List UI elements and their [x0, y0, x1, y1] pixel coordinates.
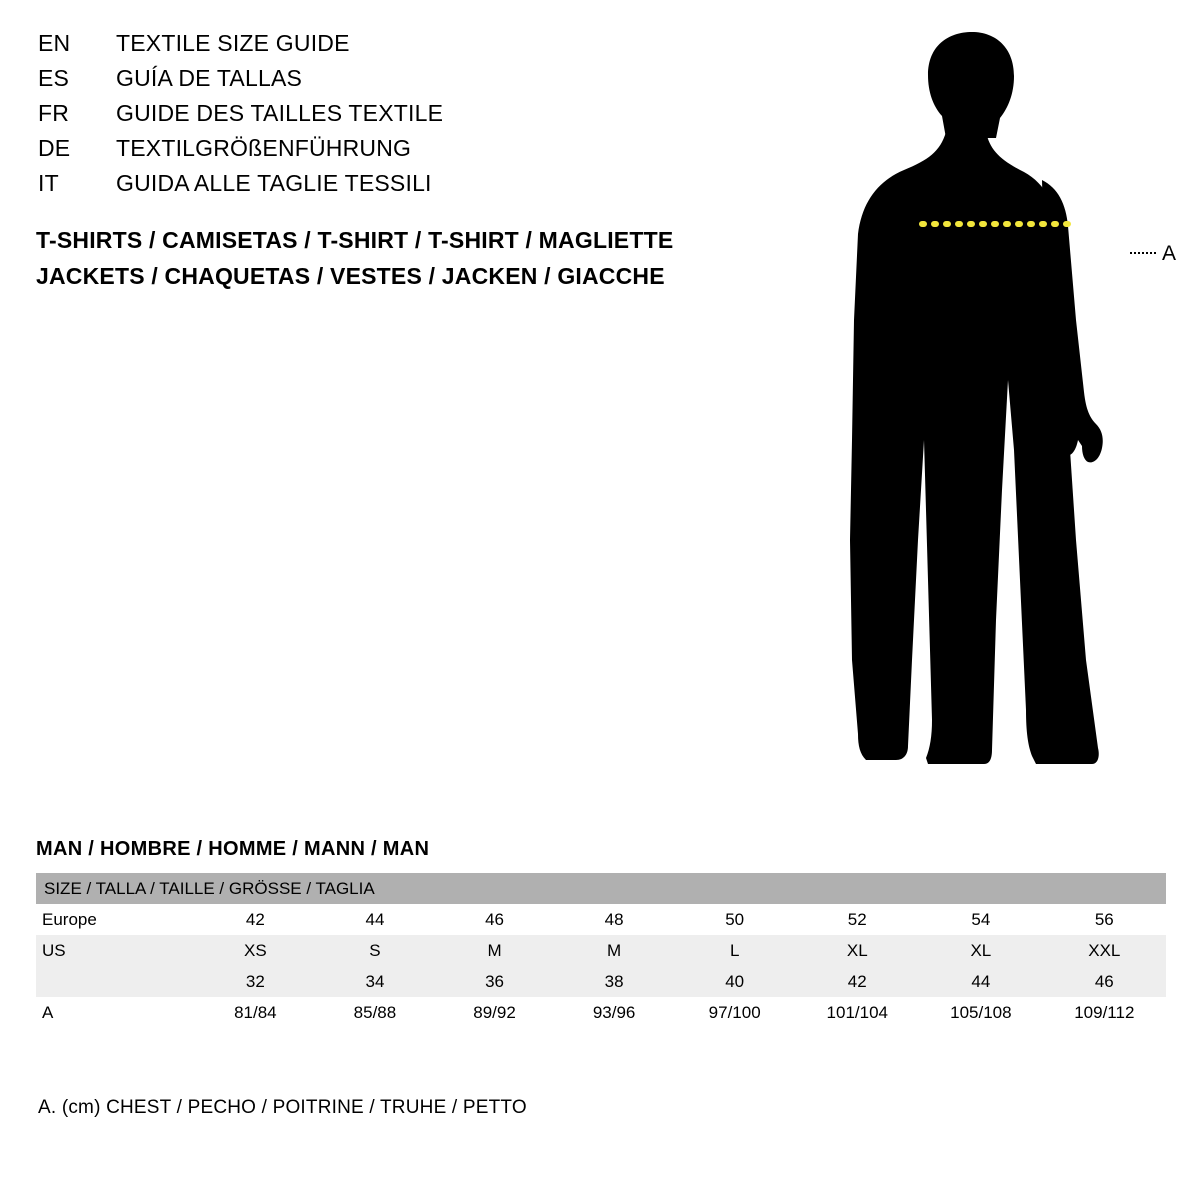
cell-value: XS [244, 940, 267, 960]
cell-value: 85/88 [353, 1002, 397, 1022]
cell-value: 32 [245, 971, 265, 991]
cell-value: M [607, 940, 622, 960]
category-tshirts: T-SHIRTS / CAMISETAS / T-SHIRT / T-SHIRT / MAGLIETTE [36, 227, 674, 253]
cell-value: 50 [725, 909, 745, 929]
language-code: FR [38, 100, 70, 126]
cell-value: 81/84 [234, 1002, 277, 1022]
size-table [36, 873, 1166, 1028]
cell-value: 44 [365, 909, 385, 929]
language-row [38, 65, 738, 100]
row-label-blank [36, 966, 196, 997]
language-row [38, 100, 738, 135]
cell-value: XXL [1088, 940, 1121, 960]
cell-value: 54 [971, 909, 991, 929]
cell-value: 89/92 [473, 1002, 516, 1022]
row-label-a: A [42, 1002, 54, 1022]
callout-leader-line [1130, 252, 1156, 254]
language-row [38, 135, 738, 170]
language-label: GUIDA ALLE TAGLIE TESSILI [116, 170, 432, 196]
language-row [38, 30, 738, 65]
cell-value: S [369, 940, 381, 960]
category-jackets: JACKETS / CHAQUETAS / VESTES / JACKEN / GIACCHE [36, 263, 665, 289]
cell-value: 38 [604, 971, 624, 991]
cell-value: XL [846, 940, 868, 960]
cell-value: 40 [725, 971, 745, 991]
table-header-row [36, 873, 1166, 904]
cell-value: 56 [1094, 909, 1114, 929]
language-code: ES [38, 65, 70, 91]
cell-value: XL [970, 940, 992, 960]
cell-value: 42 [847, 971, 867, 991]
cell-value: 109/112 [1074, 1002, 1135, 1022]
cell-value: L [729, 940, 740, 960]
table-group-title: MAN / HOMBRE / HOMME / MANN / MAN [36, 838, 430, 860]
table-row [36, 966, 1166, 997]
measure-letter: A [1162, 242, 1177, 265]
language-code: IT [38, 170, 59, 196]
table-row [36, 904, 1166, 935]
cell-value: 105/108 [950, 1002, 1012, 1022]
row-label-europe: Europe [42, 909, 97, 929]
language-label: TEXTILE SIZE GUIDE [116, 30, 350, 56]
language-title-list [38, 30, 738, 205]
cell-value: 48 [604, 909, 624, 929]
language-code: DE [38, 135, 71, 161]
cell-value: M [487, 940, 502, 960]
cell-value: 44 [971, 971, 991, 991]
table-header-label: SIZE / TALLA / TAILLE / GRÖSSE / TAGLIA [36, 873, 1166, 904]
cell-value: 52 [847, 909, 867, 929]
table-footnote: A. (cm) CHEST / PECHO / POITRINE / TRUHE / PETTO [38, 1097, 527, 1118]
body-silhouette-figure [800, 20, 1190, 790]
language-label: TEXTILGRÖßENFÜHRUNG [116, 135, 412, 161]
cell-value: 93/96 [592, 1002, 636, 1022]
silhouette-svg [800, 20, 1190, 790]
language-row [38, 170, 738, 205]
measure-callout-a [1130, 242, 1176, 266]
size-table-section [36, 838, 1166, 1028]
row-label-us: US [42, 940, 66, 960]
language-label: GUIDE DES TAILLES TEXTILE [116, 100, 444, 126]
cell-value: 46 [485, 909, 504, 929]
cell-value: 36 [485, 971, 504, 991]
garment-category-list [36, 222, 796, 294]
cell-value: 46 [1094, 971, 1114, 991]
language-label: GUÍA DE TALLAS [116, 65, 303, 91]
table-row [36, 935, 1166, 966]
cell-value: 42 [245, 909, 265, 929]
cell-value: 101/104 [826, 1002, 888, 1022]
table-row [36, 997, 1166, 1028]
cell-value: 97/100 [708, 1002, 761, 1022]
language-code: EN [38, 30, 71, 56]
cell-value: 34 [365, 971, 385, 991]
